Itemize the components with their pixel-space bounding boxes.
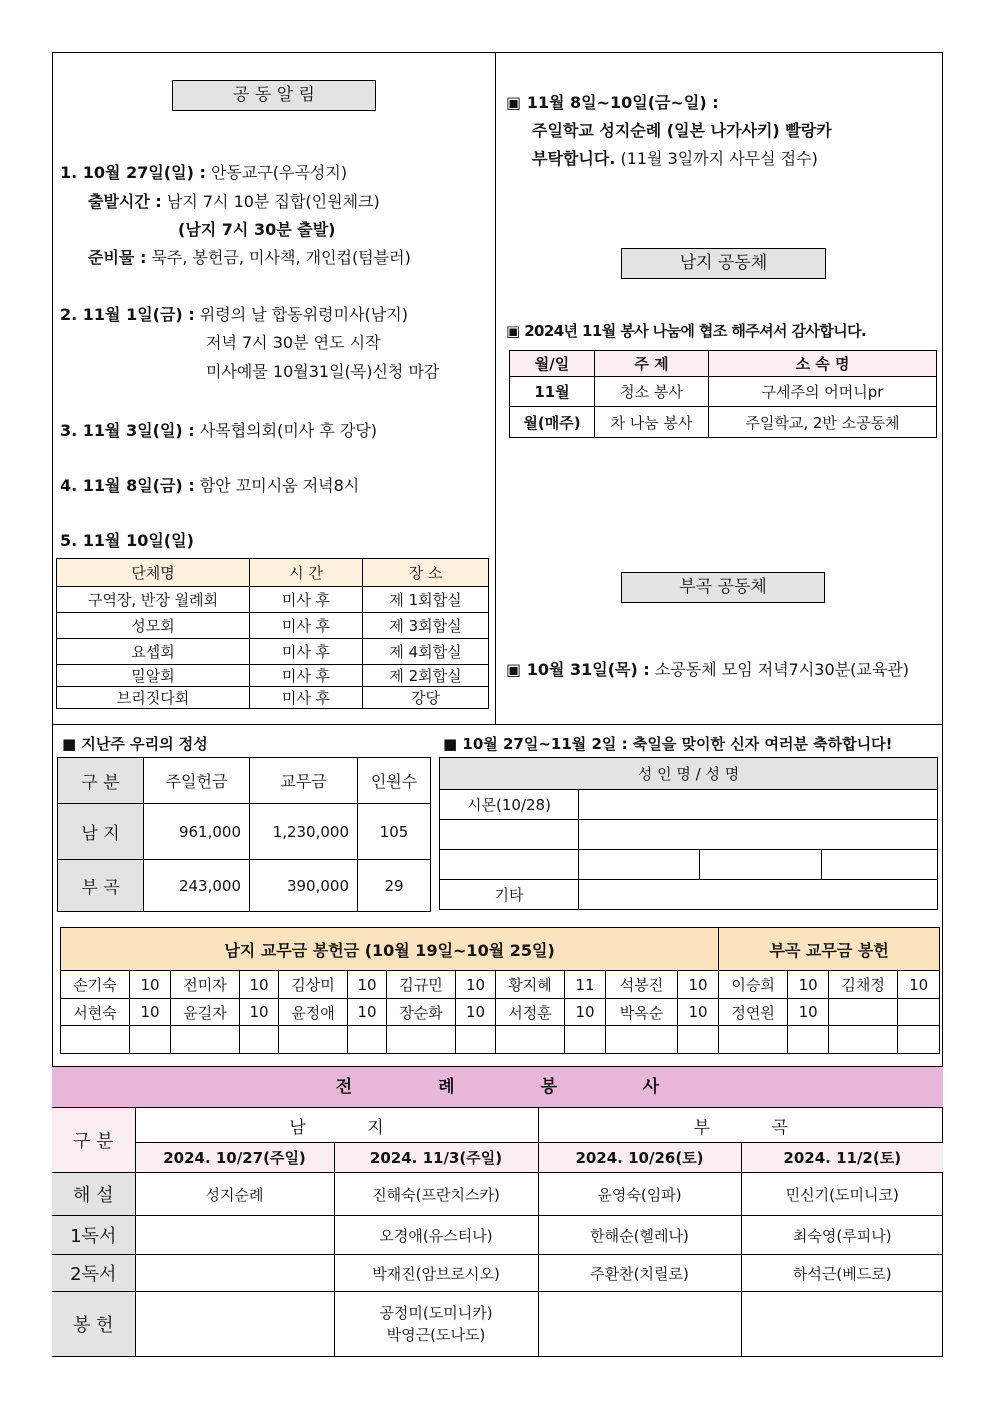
donor-amount: 10 — [240, 999, 279, 1026]
donor-name — [171, 1026, 240, 1054]
table-header: 2024. 11/3(주일) — [334, 1143, 538, 1173]
donor-amount: 10 — [788, 999, 829, 1026]
liturgy-table — [52, 1107, 943, 1356]
table-cell: 미사 후 — [250, 613, 363, 639]
table-cell: 하석근(베드로) — [741, 1255, 943, 1292]
table-cell: 구세주의 어머니pr — [709, 377, 937, 407]
table-cell — [440, 820, 579, 850]
donor-amount — [348, 1026, 387, 1054]
donor-amount — [898, 999, 940, 1026]
offering-table — [57, 757, 431, 912]
table-cell: 남 지 — [58, 804, 144, 860]
donor-name — [279, 1026, 348, 1054]
donor-name: 황지혜 — [496, 971, 565, 999]
table-cell: 11월 — [510, 377, 595, 407]
table-header: 남 지 — [135, 1108, 538, 1143]
donor-amount — [456, 1026, 496, 1054]
table-cell: 390,000 — [250, 860, 358, 912]
table-row — [52, 1173, 943, 1216]
table-cell: 민신기(도미니코) — [741, 1173, 943, 1216]
pilgrimage-line-2: 주일학교 성지순례 (일본 나가사키) 빨랑카 — [532, 121, 832, 140]
donor-name: 석봉진 — [606, 971, 678, 999]
table-row — [61, 971, 940, 999]
donor-name: 전미자 — [171, 971, 240, 999]
table-header: 2024. 11/2(토) — [741, 1143, 943, 1173]
table-row — [58, 804, 431, 860]
table-cell: 청소 봉사 — [595, 377, 709, 407]
table-header-row — [440, 758, 938, 790]
donor-amount: 10 — [898, 971, 940, 999]
donor-name — [61, 1026, 130, 1054]
table-row — [58, 860, 431, 912]
namji-dues-title: 남지 교무금 봉헌금 (10월 19일~10월 25일) — [61, 928, 719, 971]
feast-table — [439, 757, 938, 910]
table-header: 시 간 — [250, 559, 363, 587]
table-row — [440, 790, 938, 820]
donor-amount: 10 — [240, 971, 279, 999]
offertory-name-1: 공정미(도미니카) — [379, 1303, 493, 1322]
service-table — [509, 350, 937, 438]
table-cell: 미사 후 — [250, 665, 363, 687]
donor-amount — [130, 1026, 171, 1054]
table-cell: 1,230,000 — [250, 804, 358, 860]
table-header: 2024. 10/26(토) — [538, 1143, 741, 1173]
notice-item-2: 2. 11월 1일(금) : 위령의 날 합동위령미사(남지) — [60, 305, 408, 324]
table-header: 구 분 — [58, 758, 144, 804]
table-cell — [579, 790, 938, 820]
donor-name — [496, 1026, 565, 1054]
donor-amount — [788, 1026, 829, 1054]
table-cell: 월(매주) — [510, 407, 595, 438]
table-cell: 박재진(암브로시오) — [334, 1255, 538, 1292]
table-cell: 시몬(10/28) — [440, 790, 579, 820]
table-cell: 요셉회 — [57, 639, 250, 665]
donor-amount: 10 — [678, 971, 719, 999]
donor-amount: 10 — [348, 999, 387, 1026]
table-cell: 성지순례 — [135, 1173, 334, 1216]
dues-table — [60, 927, 940, 1054]
table-cell: 해 설 — [52, 1173, 135, 1216]
table-cell: 2독서 — [52, 1255, 135, 1292]
namji-thanks: ▣ 2024년 11월 봉사 나눔에 협조 해주셔서 감사합니다. — [506, 322, 867, 340]
donor-amount: 10 — [348, 971, 387, 999]
section-divider — [52, 724, 943, 725]
donor-name: 서현숙 — [61, 999, 130, 1026]
table-cell: 부 곡 — [58, 860, 144, 912]
table-cell — [440, 850, 579, 880]
table-row — [61, 999, 940, 1026]
table-cell: 최숙영(루피나) — [741, 1216, 943, 1255]
table-cell: 한해순(헬레나) — [538, 1216, 741, 1255]
donor-amount: 10 — [678, 999, 719, 1026]
table-header: 월/일 — [510, 351, 595, 377]
namji-community-title: 남지 공동체 — [621, 248, 826, 279]
donor-name: 김상미 — [279, 971, 348, 999]
donor-amount — [898, 1026, 940, 1054]
notice-item-1-line2: 출발시간 : 남지 7시 10분 집합(인원체크) — [88, 192, 380, 211]
column-divider — [495, 52, 496, 724]
donor-name — [387, 1026, 456, 1054]
liturgy-title: 전 례 봉 사 — [335, 1077, 700, 1097]
table-header: 인원수 — [358, 758, 431, 804]
donor-amount — [240, 1026, 279, 1054]
donor-amount: 10 — [456, 999, 496, 1026]
donor-name — [606, 1026, 678, 1054]
bugok-meeting-line: ▣ 10월 31일(목) : 소공동체 모임 저녁7시30분(교육관) — [506, 660, 909, 679]
table-cell: 105 — [358, 804, 431, 860]
table-cell: 강당 — [363, 687, 489, 709]
table-cell: 봉 헌 — [52, 1292, 135, 1356]
table-header-row — [58, 758, 431, 804]
table-cell — [538, 1292, 741, 1356]
notice-item-1-line3: (남지 7시 30분 출발) — [178, 220, 336, 239]
donor-amount: 10 — [130, 971, 171, 999]
donor-name: 윤정애 — [279, 999, 348, 1026]
table-row — [57, 687, 489, 709]
table-cell: 961,000 — [144, 804, 250, 860]
table-cell — [135, 1255, 334, 1292]
table-cell — [135, 1216, 334, 1255]
group-schedule-table — [56, 558, 489, 709]
table-cell: 차 나눔 봉사 — [595, 407, 709, 438]
donor-amount: 10 — [456, 971, 496, 999]
donor-name: 정연원 — [719, 999, 788, 1026]
table-header: 교무금 — [250, 758, 358, 804]
table-row — [510, 407, 937, 438]
table-header: 구 분 — [52, 1108, 135, 1173]
table-cell: 주일학교, 2반 소공동체 — [709, 407, 937, 438]
table-row — [57, 665, 489, 687]
donor-name: 이승희 — [719, 971, 788, 999]
table-row — [61, 1026, 940, 1054]
donor-amount: 10 — [130, 999, 171, 1026]
table-header: 장 소 — [363, 559, 489, 587]
liturgy-banner — [52, 1066, 943, 1108]
notice-item-1-line4: 준비물 : 묵주, 봉헌금, 미사책, 개인컵(텀블러) — [88, 248, 411, 267]
table-header-row — [61, 928, 940, 971]
table-row — [440, 820, 938, 850]
donor-amount — [678, 1026, 719, 1054]
table-header: 2024. 10/27(주일) — [135, 1143, 334, 1173]
table-cell — [741, 1292, 943, 1356]
table-cell: 제 1회합실 — [363, 587, 489, 613]
feast-label: ■ 10월 27일~11월 2일 : 축일을 맞이한 신자 여러분 축하합니다! — [443, 735, 893, 753]
offertory-name-2: 박영근(도나도) — [386, 1325, 486, 1344]
table-cell: 성모회 — [57, 613, 250, 639]
notice-item-5: 5. 11월 10일(일) — [60, 531, 194, 550]
donor-name: 윤길자 — [171, 999, 240, 1026]
table-cell: 제 4회합실 — [363, 639, 489, 665]
table-row — [440, 880, 938, 910]
table-cell — [822, 850, 938, 880]
table-cell — [579, 820, 938, 850]
donor-name: 손기숙 — [61, 971, 130, 999]
notice-item-2-line3: 미사예물 10월31일(목)신청 마감 — [206, 362, 440, 381]
notice-item-3: 3. 11월 3일(일) : 사목협의회(미사 후 강당) — [60, 421, 378, 440]
donor-amount: 10 — [788, 971, 829, 999]
table-cell: 미사 후 — [250, 687, 363, 709]
table-cell: 주환찬(치릴로) — [538, 1255, 741, 1292]
donor-name — [829, 999, 898, 1026]
table-row — [52, 1255, 943, 1292]
donor-name: 김규민 — [387, 971, 456, 999]
table-header: 주일헌금 — [144, 758, 250, 804]
pilgrimage-line-1: ▣ 11월 8일~10일(금~일) : — [506, 93, 719, 112]
table-row — [57, 613, 489, 639]
donor-name: 김채정 — [829, 971, 898, 999]
donor-name — [829, 1026, 898, 1054]
table-header-row — [52, 1143, 943, 1173]
table-cell — [579, 850, 700, 880]
notice-item-2-line2: 저녁 7시 30분 연도 시작 — [206, 333, 381, 352]
table-cell — [700, 850, 822, 880]
table-header: 단체명 — [57, 559, 250, 587]
table-cell: 미사 후 — [250, 639, 363, 665]
table-row — [57, 639, 489, 665]
donor-amount — [565, 1026, 606, 1054]
table-header: 소 속 명 — [709, 351, 937, 377]
table-cell: 기타 — [440, 880, 579, 910]
table-row — [52, 1216, 943, 1255]
table-header-row — [57, 559, 489, 587]
table-row — [52, 1292, 943, 1356]
table-cell — [579, 880, 938, 910]
bugok-dues-title: 부곡 교무금 봉헌 — [719, 928, 940, 971]
donor-name: 장순화 — [387, 999, 456, 1026]
table-cell: 1독서 — [52, 1216, 135, 1255]
table-cell: 오경애(유스티나) — [334, 1216, 538, 1255]
table-cell: 밀알회 — [57, 665, 250, 687]
table-cell: 243,000 — [144, 860, 250, 912]
table-header: 주 제 — [595, 351, 709, 377]
table-cell: 브리짓다회 — [57, 687, 250, 709]
table-cell — [135, 1292, 334, 1356]
donor-amount: 11 — [565, 971, 606, 999]
table-row — [440, 850, 938, 880]
table-header: 성 인 명 / 성 명 — [440, 758, 938, 790]
table-cell: 미사 후 — [250, 587, 363, 613]
table-cell: 제 2회합실 — [363, 665, 489, 687]
pilgrimage-line-3: 부탁합니다. (11월 3일까지 사무실 접수) — [532, 149, 818, 168]
table-cell — [334, 1292, 538, 1356]
notice-item-4: 4. 11월 8일(금) : 함안 꼬미시움 저녁8시 — [60, 476, 360, 495]
table-cell: 윤영숙(임파) — [538, 1173, 741, 1216]
table-header-row — [52, 1108, 943, 1143]
common-notice-title: 공 동 알 림 — [172, 80, 376, 111]
table-row — [57, 587, 489, 613]
table-row — [510, 377, 937, 407]
donor-amount: 10 — [565, 999, 606, 1026]
notice-item-1: 1. 10월 27일(일) : 안동교구(우곡성지) — [60, 163, 348, 182]
table-cell: 제 3회합실 — [363, 613, 489, 639]
offering-label: ■ 지난주 우리의 정성 — [62, 735, 208, 753]
donor-name — [719, 1026, 788, 1054]
donor-name: 박옥순 — [606, 999, 678, 1026]
table-header-row — [510, 351, 937, 377]
table-header: 부 곡 — [538, 1108, 943, 1143]
bugok-community-title: 부곡 공동체 — [621, 572, 825, 603]
donor-name: 서정훈 — [496, 999, 565, 1026]
table-cell: 구역장, 반장 월례회 — [57, 587, 250, 613]
table-cell: 진해숙(프란치스카) — [334, 1173, 538, 1216]
table-cell: 29 — [358, 860, 431, 912]
